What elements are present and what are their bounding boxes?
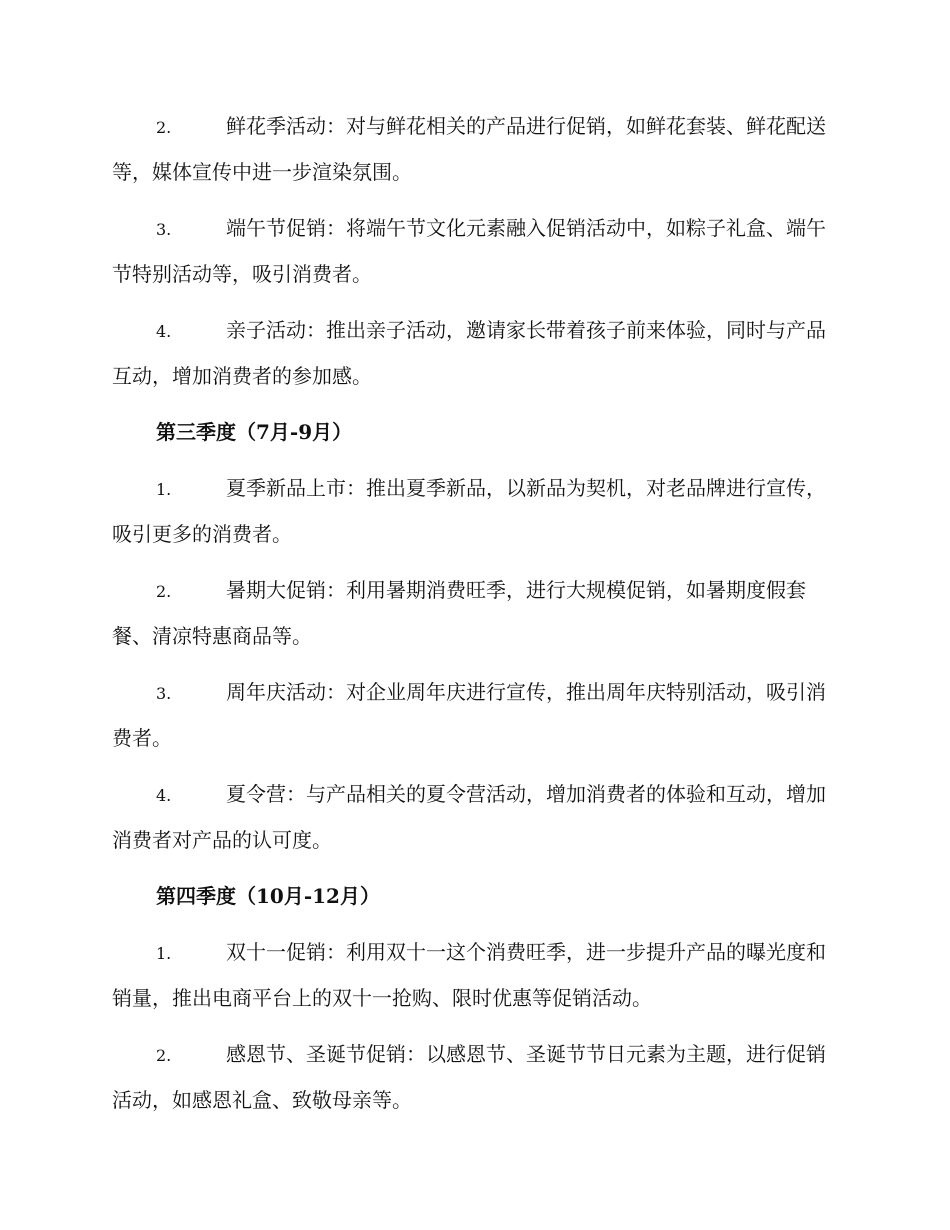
item-number: 2. bbox=[156, 582, 172, 601]
list-item bbox=[112, 206, 834, 296]
item-text: 端午节促销：将端午节文化元素融入促销活动中，如粽子礼盒、端午节特别活动等，吸引消费者。 bbox=[112, 216, 826, 286]
item-text: 暑期大促销：利用暑期消费旺季，进行大规模促销，如暑期度假套餐、清凉特惠商品等。 bbox=[112, 578, 806, 648]
item-text: 感恩节、圣诞节促销：以感恩节、圣诞节节日元素为主题，进行促销活动，如感恩礼盒、致敬母亲等。 bbox=[112, 1042, 826, 1112]
list-item bbox=[112, 466, 834, 556]
list-item bbox=[112, 930, 834, 1020]
item-text: 夏令营：与产品相关的夏令营活动，增加消费者的体验和互动，增加消费者对产品的认可度。 bbox=[112, 782, 826, 852]
list-item bbox=[112, 1032, 834, 1122]
item-number: 4. bbox=[156, 786, 172, 805]
item-number: 2. bbox=[156, 1046, 172, 1065]
item-text: 夏季新品上市：推出夏季新品，以新品为契机，对老品牌进行宣传，吸引更多的消费者。 bbox=[112, 476, 826, 546]
item-number: 4. bbox=[156, 322, 172, 341]
item-text: 周年庆活动：对企业周年庆进行宣传，推出周年庆特别活动，吸引消费者。 bbox=[112, 680, 826, 750]
list-item bbox=[112, 104, 834, 194]
list-item bbox=[112, 670, 834, 760]
item-number: 3. bbox=[156, 220, 172, 239]
item-number: 2. bbox=[156, 118, 172, 137]
list-item bbox=[112, 308, 834, 398]
list-item bbox=[112, 568, 834, 658]
list-item bbox=[112, 772, 834, 862]
section-heading-q4: 第四季度（10月-12月） bbox=[156, 884, 380, 908]
document-body bbox=[112, 104, 834, 1134]
section-heading-q3: 第三季度（7月-9月） bbox=[156, 420, 353, 444]
item-number: 1. bbox=[156, 944, 172, 963]
item-text: 双十一促销：利用双十一这个消费旺季，进一步提升产品的曝光度和销量，推出电商平台上的双十一抢购、限时优惠等促销活动。 bbox=[112, 940, 826, 1010]
item-number: 1. bbox=[156, 480, 172, 499]
item-text: 亲子活动：推出亲子活动，邀请家长带着孩子前来体验，同时与产品互动，增加消费者的参加感。 bbox=[112, 318, 826, 388]
item-number: 3. bbox=[156, 684, 172, 703]
item-text: 鲜花季活动：对与鲜花相关的产品进行促销，如鲜花套装、鲜花配送等，媒体宣传中进一步渲染氛围。 bbox=[112, 114, 826, 184]
